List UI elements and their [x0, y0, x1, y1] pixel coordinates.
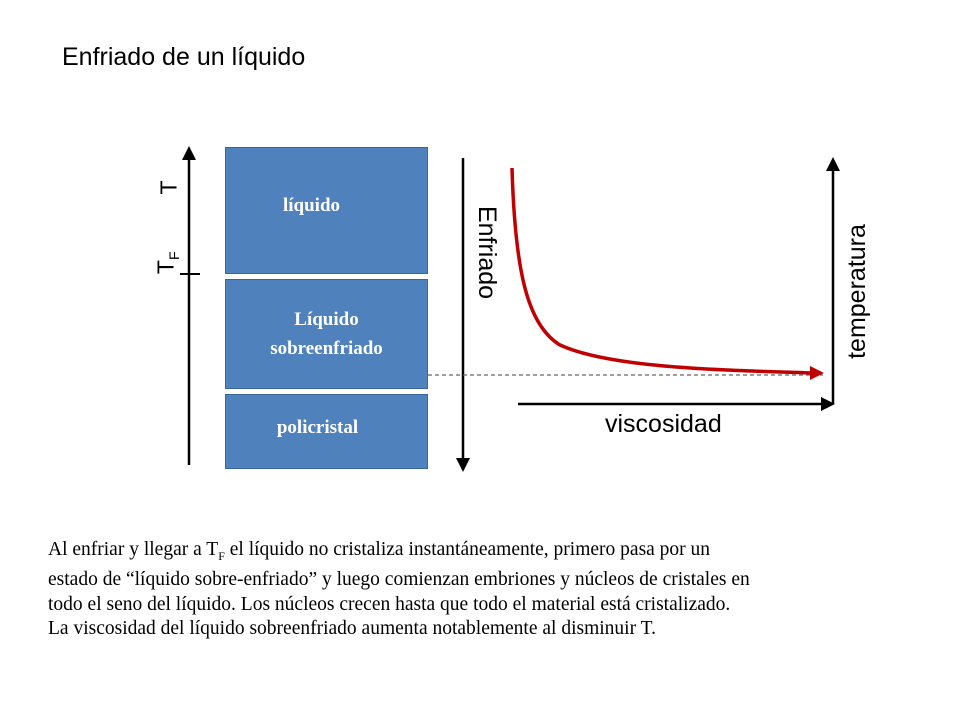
liquid-label: líquido	[282, 194, 341, 216]
polycrystal-box	[225, 394, 428, 469]
viscosity-curve	[512, 168, 812, 373]
viscosity-curve-arrowhead	[810, 366, 824, 380]
paragraph-line-1-sub: F	[218, 548, 225, 563]
paragraph-line-4: La viscosidad del líquido sobreenfriado aumenta notablemente al disminuir T.	[48, 618, 656, 640]
explanation-paragraph	[48, 538, 928, 642]
liquid-state-box	[225, 147, 428, 274]
tf-label-sub: F	[166, 251, 183, 261]
temperature-scale-arrowhead	[182, 146, 196, 160]
supercooled-label-line1: Líquido	[294, 308, 359, 330]
supercooled-label-line2: sobreenfriado	[270, 338, 383, 359]
paragraph-line-1-end: el líquido no cristaliza instantáneamente, primero pasa por un	[224, 539, 711, 560]
polycrystal-label: policristal	[276, 416, 359, 438]
temperature-axis-arrowhead	[826, 157, 840, 171]
paragraph-line-2: estado de “líquido sobre-enfriado” y luego comienzan embriones y núcleos de cristales en	[48, 569, 750, 591]
t-axis-label: T	[155, 180, 182, 195]
tf-label-main: T	[152, 260, 179, 275]
tf-label	[153, 251, 183, 274]
page-title: Enfriado de un líquido	[62, 43, 306, 71]
enfriado-label: Enfriado	[473, 205, 502, 300]
paragraph-line-1-start: Al enfriar y llegar a T	[48, 539, 219, 560]
viscosity-label: viscosidad	[605, 410, 722, 438]
paragraph-line-1	[48, 538, 928, 568]
paragraph-line-3: todo el seno del líquido. Los núcleos crecen hasta que todo el material está cristalizado.	[48, 593, 731, 615]
temperature-label: temperatura	[842, 224, 871, 359]
enfriado-arrowhead	[456, 458, 470, 472]
supercooled-liquid-box	[225, 279, 428, 389]
